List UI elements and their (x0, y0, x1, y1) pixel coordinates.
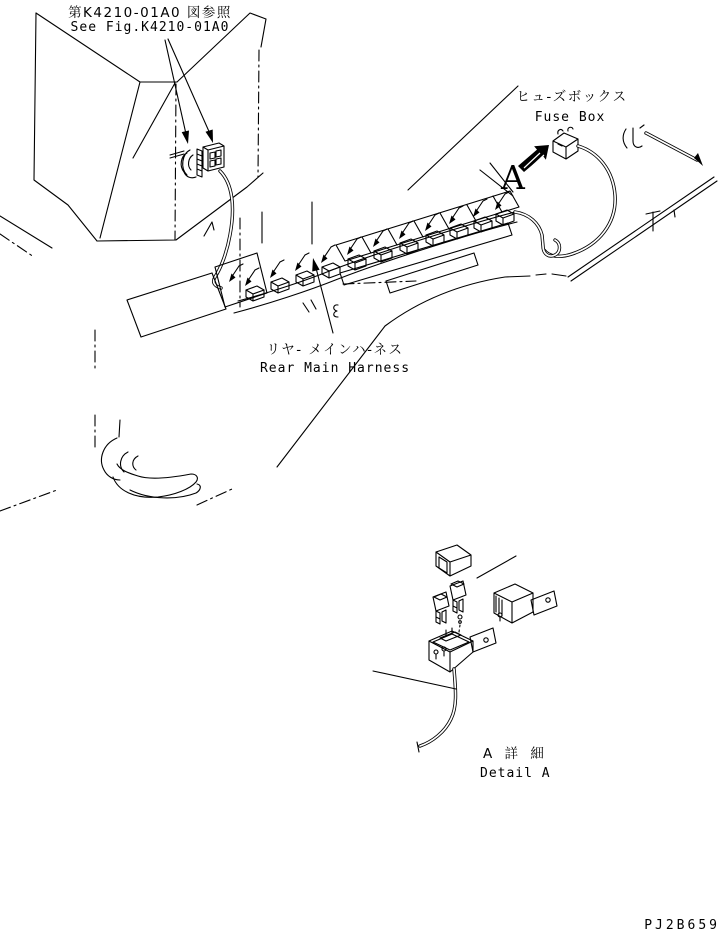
detail-a-label-en: Detail A (480, 766, 551, 781)
cab-connector-wire (214, 171, 233, 288)
harness-label-en: Rear Main Harness (259, 361, 411, 376)
detail-a-wire (373, 669, 456, 752)
reference-label-jp: 第K4210-01A0 図参照 (68, 5, 232, 21)
detail-a-label-jp: A 詳 細 (483, 746, 548, 762)
detail-a-leader-line (477, 556, 516, 578)
detail-a-drawing (373, 545, 557, 752)
rear-main-harness-drawing (127, 86, 519, 337)
reference-label-en: See Fig.K4210-01A0 (70, 20, 230, 35)
mount-screw (458, 615, 462, 632)
fuse-box-label-en: Fuse Box (534, 110, 606, 125)
harness-clamp (623, 125, 644, 148)
right-branch-wire (646, 133, 703, 166)
fuse-1 (433, 592, 449, 624)
view-a-marker: A (501, 158, 525, 197)
harness-left-bracket (127, 273, 226, 337)
harness-label-arrow (312, 258, 333, 333)
cab-connector (170, 143, 224, 178)
fuse-2 (450, 581, 466, 613)
fuse-box-cover (436, 545, 471, 576)
fender-curves (102, 420, 201, 498)
cab-outline (0, 13, 266, 450)
fuse-box-label-jp: ヒュ-ズボックス (516, 89, 628, 105)
fuse-box-base (429, 628, 496, 672)
harness-label-jp: リヤ- メインハ-ネス (266, 342, 404, 358)
background-edges (262, 202, 312, 244)
fuse-box-assembled (494, 584, 557, 623)
fuse-box-connector (553, 127, 578, 159)
drawing-number: PJ2B659 (644, 918, 720, 933)
